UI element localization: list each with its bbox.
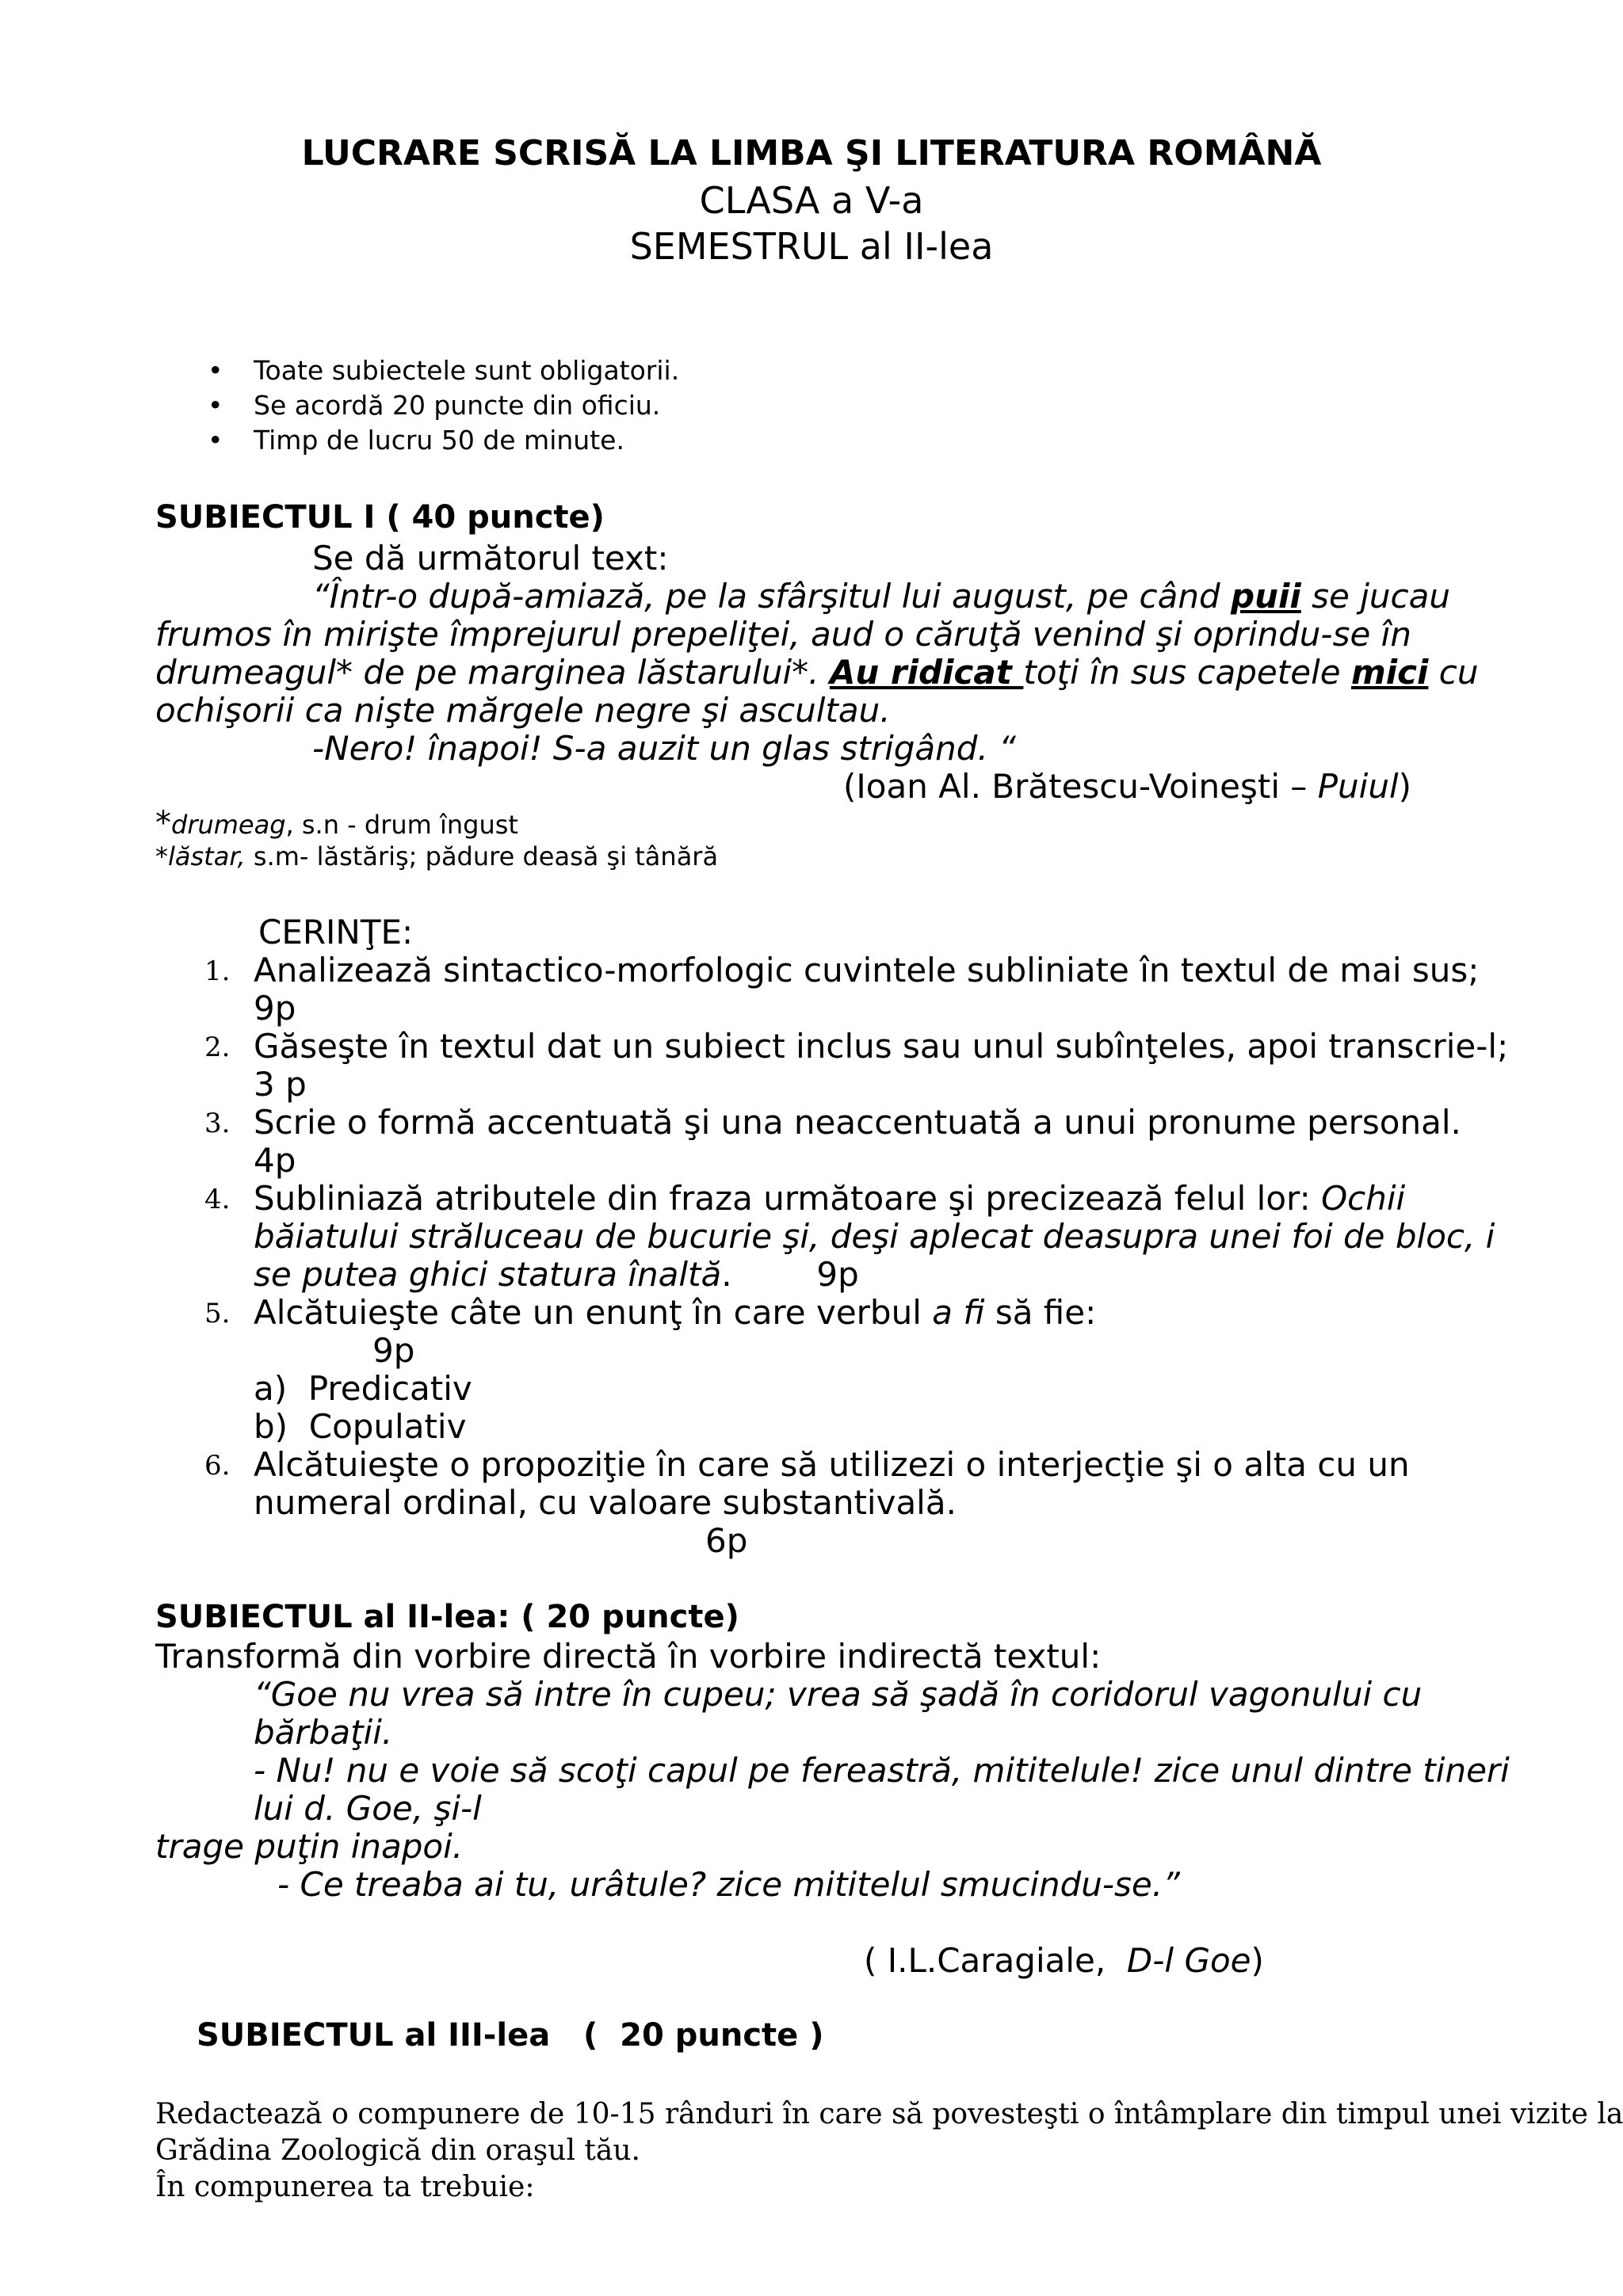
item-number: 5. (204, 1298, 231, 1329)
item-points: 6p (705, 1521, 748, 1560)
passage-source: (Ioan Al. Brătescu-Voineşti – Puiul) (843, 767, 1412, 806)
item-points: 9p (254, 989, 296, 1028)
subject3-text: În compunerea ta trebuie: (155, 2171, 535, 2203)
subject3-text: Redactează o compunere de 10-15 rânduri în care să povesteşti o întâmplare din timpul unei vizite la (155, 2098, 1623, 2130)
list-item: • Se acordă 20 puncte din oficiu. (208, 390, 661, 421)
subject3-text: Grădina Zoologică din oraşul tău. (155, 2134, 640, 2167)
underlined-word: Au ridicat (829, 653, 1024, 692)
item-points: 3 p (254, 1065, 307, 1104)
underlined-word: mici (1350, 653, 1429, 692)
passage-line: - Nu! nu e voie să scoţi capul pe fereastră, mititelule! zice unul dintre tineri (254, 1751, 1510, 1790)
sub-option: a) Predicativ (254, 1369, 472, 1408)
class-label: CLASA a V-a (699, 179, 924, 222)
passage-line: “Goe nu vrea să intre în cupeu; vrea să şadă în coridorul vagonului cu (254, 1675, 1423, 1714)
page-title: LUCRARE SCRISĂ LA LIMBA ŞI LITERATURA ROMÂNĂ (301, 133, 1322, 174)
passage-line: bărbaţii. (254, 1713, 393, 1752)
requirement-item: Scrie o formă accentuată şi una neaccentuată a unui pronume personal. (254, 1103, 1461, 1142)
item-number: 3. (204, 1108, 231, 1139)
requirement-item-cont: băiatului străluceau de bucurie şi, deşi aplecat deasupra unei foi de bloc, i (254, 1217, 1495, 1256)
item-points: 9p (372, 1331, 415, 1370)
footnote: *lăstar, s.m- lăstăriş; pădure deasă şi tânără (155, 841, 719, 871)
passage-line: lui d. Goe, şi-l (254, 1789, 482, 1828)
passage-line: frumos în mirişte împrejurul prepeliţei, aud o căruţă venind şi oprindu-se în (155, 615, 1411, 654)
item-number: 2. (204, 1032, 231, 1063)
passage-line: - Ce treaba ai tu, urâtule? zice mititelul smucindu-se.” (277, 1865, 1180, 1904)
subject2-heading: SUBIECTUL al II-lea: ( 20 puncte) (155, 1599, 739, 1635)
requirement-item-cont: numeral ordinal, cu valoare substantivală. (254, 1483, 957, 1522)
requirement-item: Găseşte în textul dat un subiect inclus sau unul subînţeles, apoi transcrie-l; (254, 1027, 1509, 1066)
footnote: *drumeag, s.n - drum îngust (155, 805, 518, 841)
bullet-icon: • (208, 355, 223, 386)
requirement-item: Alcătuieşte o propoziţie în care să utilizezi o interjecţie şi o alta cu un (254, 1445, 1410, 1484)
passage-line: -Nero! înapoi! S-a auzit un glas strigând. “ (312, 729, 1016, 768)
item-number: 6. (204, 1450, 231, 1482)
passage-line: ochişorii ca nişte mărgele negre şi ascultau. (155, 691, 891, 730)
subject3-heading: SUBIECTUL al III-lea ( 20 puncte ) (197, 2017, 824, 2054)
item-points: 4p (254, 1141, 296, 1180)
semester-label: SEMESTRUL al II-lea (629, 225, 994, 268)
underlined-word: puii (1231, 577, 1301, 616)
subject1-intro: Se dă următorul text: (312, 539, 669, 578)
bullet-icon: • (208, 425, 223, 456)
bullet-icon: • (208, 390, 223, 421)
passage-line: trage puţin inapoi. (155, 1827, 464, 1866)
subject2-instruction: Transformă din vorbire directă în vorbire indirectă textul: (155, 1637, 1102, 1676)
requirement-item-cont: se putea ghici statura înaltă. 9p (254, 1255, 859, 1294)
item-number: 4. (204, 1184, 231, 1215)
requirements-label: CERINŢE: (258, 913, 414, 952)
passage-line: “Într-o după-amiază, pe la sfârşitul lui august, pe când puii se jucau (312, 577, 1450, 616)
item-number: 1. (204, 955, 231, 987)
bullet-list (0, 355, 1623, 460)
passage-line: drumeagul* de pe marginea lăstarului*. Au ridicat toţi în sus capetele mici cu (155, 653, 1479, 692)
list-item: • Toate subiectele sunt obligatorii. (208, 355, 680, 386)
list-item: • Timp de lucru 50 de minute. (208, 425, 624, 456)
requirement-item: Alcătuieşte câte un enunţ în care verbul a fi să fie: (254, 1293, 1097, 1332)
sub-option: b) Copulativ (254, 1407, 467, 1446)
requirement-item: Analizează sintactico-morfologic cuvintele subliniate în textul de mai sus; (254, 951, 1480, 990)
requirement-item: Subliniază atributele din fraza următoare şi precizează felul lor: Ochii (254, 1179, 1406, 1218)
passage-source: ( I.L.Caragiale, D-l Goe) (864, 1941, 1264, 1980)
subject1-heading: SUBIECTUL I ( 40 puncte) (155, 499, 605, 536)
